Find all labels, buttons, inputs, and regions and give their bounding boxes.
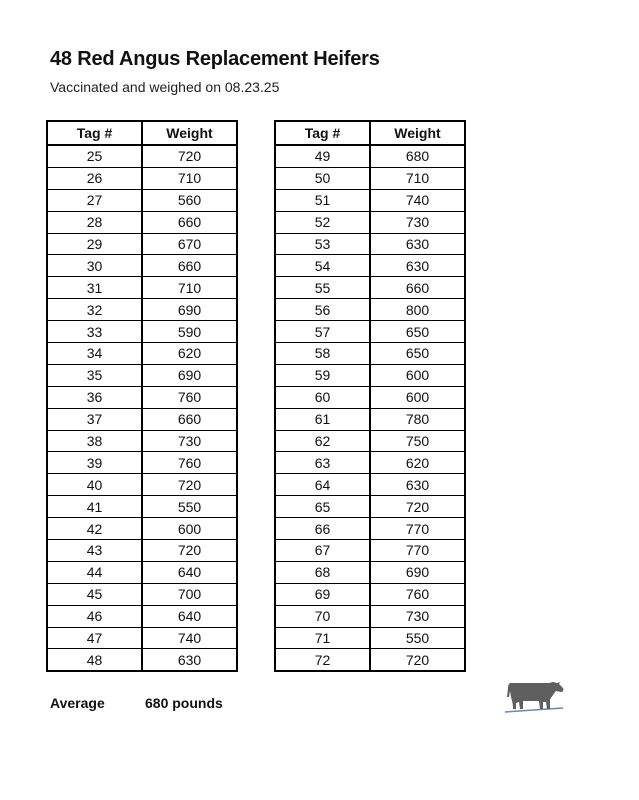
- table-header-row: [275, 121, 465, 145]
- weight-cell: 650: [370, 321, 465, 343]
- tag-cell: 45: [47, 583, 142, 605]
- tag-cell: 33: [47, 321, 142, 343]
- weight-cell: 660: [142, 408, 237, 430]
- weight-cell: 550: [370, 627, 465, 649]
- table-row: [275, 496, 465, 518]
- tag-cell: 44: [47, 561, 142, 583]
- tag-cell: 39: [47, 452, 142, 474]
- tag-cell: 47: [47, 627, 142, 649]
- tag-cell: 40: [47, 474, 142, 496]
- table-row: [47, 277, 237, 299]
- weight-cell: 760: [370, 583, 465, 605]
- table-row: [275, 386, 465, 408]
- weight-cell: 700: [142, 583, 237, 605]
- tag-cell: 64: [275, 474, 370, 496]
- tag-cell: 60: [275, 386, 370, 408]
- table-row: [275, 167, 465, 189]
- tag-cell: 41: [47, 496, 142, 518]
- average-label: Average: [50, 695, 105, 711]
- table-row: [47, 408, 237, 430]
- table-row: [47, 518, 237, 540]
- table-row: [47, 364, 237, 386]
- weight-cell: 710: [142, 277, 237, 299]
- weight-cell: 680: [370, 145, 465, 167]
- table-row: [47, 452, 237, 474]
- weights-table-right: [274, 120, 466, 672]
- tag-cell: 58: [275, 343, 370, 365]
- weight-cell: 590: [142, 321, 237, 343]
- tag-cell: 68: [275, 561, 370, 583]
- weight-cell: 670: [142, 233, 237, 255]
- weight-cell: 620: [370, 452, 465, 474]
- weight-cell: 760: [142, 452, 237, 474]
- tag-cell: 37: [47, 408, 142, 430]
- table-row: [275, 518, 465, 540]
- weight-cell: 730: [370, 211, 465, 233]
- weights-table-left: [46, 120, 238, 672]
- weight-cell: 560: [142, 189, 237, 211]
- table-row: [275, 474, 465, 496]
- weight-cell: 660: [142, 255, 237, 277]
- tag-cell: 34: [47, 343, 142, 365]
- tag-cell: 27: [47, 189, 142, 211]
- table-row: [275, 233, 465, 255]
- weight-cell: 740: [370, 189, 465, 211]
- weight-cell: 640: [142, 605, 237, 627]
- table-row: [275, 408, 465, 430]
- table-row: [275, 211, 465, 233]
- page-subtitle: Vaccinated and weighed on 08.23.25: [50, 79, 280, 95]
- tag-cell: 66: [275, 518, 370, 540]
- table-row: [275, 605, 465, 627]
- table-row: [275, 649, 465, 671]
- tag-cell: 38: [47, 430, 142, 452]
- tag-cell: 63: [275, 452, 370, 474]
- tag-cell: 62: [275, 430, 370, 452]
- tag-cell: 26: [47, 167, 142, 189]
- weight-cell: 600: [370, 364, 465, 386]
- tag-cell: 59: [275, 364, 370, 386]
- tag-cell: 29: [47, 233, 142, 255]
- table-row: [47, 343, 237, 365]
- tag-cell: 36: [47, 386, 142, 408]
- weight-cell: 650: [370, 343, 465, 365]
- table-row: [47, 189, 237, 211]
- tag-cell: 32: [47, 299, 142, 321]
- tag-cell: 43: [47, 540, 142, 562]
- weight-cell: 710: [370, 167, 465, 189]
- table-row: [275, 627, 465, 649]
- tag-cell: 56: [275, 299, 370, 321]
- table-row: [47, 255, 237, 277]
- weight-cell: 690: [142, 299, 237, 321]
- table-row: [275, 299, 465, 321]
- table-row: [47, 561, 237, 583]
- tag-cell: 54: [275, 255, 370, 277]
- tag-cell: 50: [275, 167, 370, 189]
- table-row: [47, 474, 237, 496]
- tag-cell: 52: [275, 211, 370, 233]
- table-row: [275, 540, 465, 562]
- table-header-row: [47, 121, 237, 145]
- tag-cell: 67: [275, 540, 370, 562]
- table-row: [275, 277, 465, 299]
- average-value: 680 pounds: [145, 695, 223, 711]
- table-row: [47, 321, 237, 343]
- weight-cell: 620: [142, 343, 237, 365]
- cow-icon: [503, 675, 567, 715]
- weight-cell: 770: [370, 518, 465, 540]
- tag-cell: 35: [47, 364, 142, 386]
- weight-cell: 630: [142, 649, 237, 671]
- table-row: [47, 627, 237, 649]
- tag-cell: 57: [275, 321, 370, 343]
- weight-cell: 720: [142, 474, 237, 496]
- weight-cell: 640: [142, 561, 237, 583]
- cow-icon-body: [507, 682, 563, 709]
- tag-cell: 72: [275, 649, 370, 671]
- tag-cell: 31: [47, 277, 142, 299]
- weight-cell: 630: [370, 255, 465, 277]
- tag-cell: 70: [275, 605, 370, 627]
- tag-cell: 71: [275, 627, 370, 649]
- table-row: [47, 649, 237, 671]
- weight-cell: 760: [142, 386, 237, 408]
- weight-cell: 720: [370, 649, 465, 671]
- weight-cell: 630: [370, 233, 465, 255]
- page-title: 48 Red Angus Replacement Heifers: [50, 48, 380, 70]
- table-row: [275, 255, 465, 277]
- table-row: [275, 452, 465, 474]
- table-row: [47, 496, 237, 518]
- weight-cell: 720: [370, 496, 465, 518]
- table-row: [47, 605, 237, 627]
- tag-cell: 46: [47, 605, 142, 627]
- tag-cell: 25: [47, 145, 142, 167]
- weight-cell: 780: [370, 408, 465, 430]
- weight-cell: 600: [142, 518, 237, 540]
- table-row: [47, 540, 237, 562]
- tag-cell: 65: [275, 496, 370, 518]
- table-row: [47, 167, 237, 189]
- table-row: [275, 561, 465, 583]
- weight-cell: 750: [370, 430, 465, 452]
- weight-cell: 770: [370, 540, 465, 562]
- table-row: [275, 430, 465, 452]
- table-row: [47, 233, 237, 255]
- tag-cell: 69: [275, 583, 370, 605]
- weight-cell: 690: [370, 561, 465, 583]
- table-row: [275, 321, 465, 343]
- table-row: [275, 583, 465, 605]
- weight-cell: 690: [142, 364, 237, 386]
- tag-cell: 48: [47, 649, 142, 671]
- table-row: [47, 211, 237, 233]
- table-row: [47, 145, 237, 167]
- weight-cell: 550: [142, 496, 237, 518]
- tag-cell: 61: [275, 408, 370, 430]
- tag-cell: 55: [275, 277, 370, 299]
- table-row: [275, 343, 465, 365]
- tag-cell: 28: [47, 211, 142, 233]
- tag-cell: 51: [275, 189, 370, 211]
- weight-cell: 600: [370, 386, 465, 408]
- weight-cell: 740: [142, 627, 237, 649]
- weight-cell: 800: [370, 299, 465, 321]
- weight-cell: 630: [370, 474, 465, 496]
- column-header-tag: Tag #: [47, 121, 142, 145]
- tag-cell: 53: [275, 233, 370, 255]
- weight-cell: 660: [142, 211, 237, 233]
- tag-cell: 49: [275, 145, 370, 167]
- table-row: [47, 386, 237, 408]
- weight-cell: 720: [142, 540, 237, 562]
- weight-cell: 730: [142, 430, 237, 452]
- table-row: [47, 583, 237, 605]
- table-row: [47, 299, 237, 321]
- table-row: [47, 430, 237, 452]
- tag-cell: 30: [47, 255, 142, 277]
- column-header-tag: Tag #: [275, 121, 370, 145]
- tag-cell: 42: [47, 518, 142, 540]
- weight-cell: 730: [370, 605, 465, 627]
- column-header-weight: Weight: [370, 121, 465, 145]
- column-header-weight: Weight: [142, 121, 237, 145]
- table-row: [275, 189, 465, 211]
- weight-cell: 720: [142, 145, 237, 167]
- weight-cell: 710: [142, 167, 237, 189]
- table-row: [275, 364, 465, 386]
- table-row: [275, 145, 465, 167]
- weight-cell: 660: [370, 277, 465, 299]
